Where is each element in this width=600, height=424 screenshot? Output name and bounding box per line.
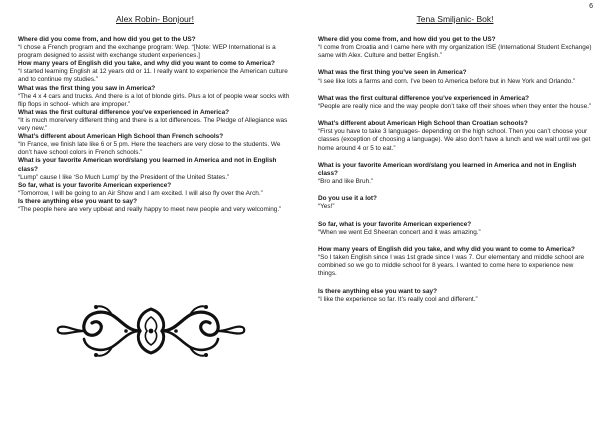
question: What’s different about American High School than French schools? [18, 133, 224, 141]
question: What was the first cultural difference you’ve experienced in America? [318, 94, 530, 102]
answer: “The 4 x 4 cars and trucks. And there is a lot of blonde girls. Plus a lot of people wear socks with flip flops in school- which are improper.” [18, 92, 290, 108]
right-column-title: Tena Smiljanic- Bok! [416, 14, 494, 24]
left-column-title: Alex Robin- Bonjour! [116, 14, 194, 24]
answer: “The people here are very upbeat and really happy to meet new people and very welcoming.” [18, 205, 282, 213]
decorative-flourish-icon [56, 301, 246, 359]
question: What was the first thing you saw in America? [18, 84, 156, 92]
answer: “I come from Croatia and I came here with my organization ISE (International Student Exchange) same with Alex. Culture and better English.” [318, 44, 592, 60]
question: So far, what is your favorite American experience? [318, 220, 472, 228]
question: How many years of English did you take, and why did you want to come to America? [318, 246, 575, 253]
qa-item [318, 36, 592, 60]
qa-item [18, 60, 292, 84]
answer: “It is much more/very different thing and there is a lot differences. The Pledge of Allegiance was very new.” [18, 116, 288, 133]
qa-item [318, 195, 592, 211]
answer: “In France, we finish late like 6 or 5 pm. Here the teachers are very close to the students. We don’t have school colors in French schools.” [18, 141, 281, 157]
question: Where did you come from, and how did you get to the US? [318, 36, 496, 43]
answer: “So I taken English since I was 1st grade since I was 7. Our elementary and middle school are combined so we go to middle school for 8 years. I wanted to come here to experience new things. [318, 254, 585, 278]
question: What was the first thing you’ve seen in America? [318, 69, 467, 77]
qa-item [318, 69, 592, 85]
question: What’s different about American High School than Croatian schools? [318, 120, 528, 128]
answer: “Lump” cause I like ‘So Much Lump’ by the President of the United States.” [18, 173, 230, 181]
qa-item [318, 162, 592, 186]
answer: “I like the experience so far. It’s really cool and different.” [318, 295, 478, 303]
qa-item [318, 95, 592, 111]
question: Where did you come from, and how did you get to the US? [18, 36, 196, 43]
qa-item [18, 182, 292, 198]
answer: “I chose a French program and the exchange program: Wep. “[Note: WEP International is a program designed to assist with exchange student experiences.] [18, 44, 276, 60]
question: So far, what is your favorite American experience? [18, 181, 172, 189]
qa-item [318, 120, 592, 152]
page-number: 6 [589, 3, 593, 10]
question: How many years of English did you take, and why did you want to come to America? [18, 60, 275, 68]
answer: “First you have to take 3 languages- depending on the high school. Then you can’t choose your classes (exception of choosing a language). We also don’t have a lunch and we wait until we get home around 4 or 5 to eat.” [318, 128, 591, 152]
qa-item [318, 221, 592, 237]
answer: “I see like lots a farms and corn. I’ve been to America before but in New York and Orlando.” [318, 77, 576, 85]
answer: “People are really nice and the way people don’t take off their shoes when they enter the house.” [318, 102, 592, 110]
qa-item [318, 288, 592, 304]
question: Is there anything else you want to say? [318, 287, 437, 295]
right-column [318, 14, 592, 313]
qa-item [18, 85, 292, 109]
question: What is your favorite American word/slang you learned in America and not in English class? [18, 157, 277, 173]
qa-item [18, 198, 292, 214]
question: Is there anything else you want to say? [18, 197, 137, 205]
answer: “I started learning English at 12 years old or 11. I really want to experience the American culture and to continue my studies.” [18, 68, 288, 84]
left-column [18, 14, 292, 214]
qa-item [318, 246, 592, 278]
answer: “When we went Ed Sheeran concert and it was amazing.” [318, 228, 481, 236]
question: What was the first cultural difference you’ve experienced in America? [18, 108, 230, 116]
qa-item [18, 36, 292, 60]
question: What is your favorite American word/slang you learned in America and not in English class? [318, 161, 577, 177]
question: Do you use it a lot? [318, 195, 377, 203]
qa-item [18, 133, 292, 157]
qa-item [18, 109, 292, 133]
left-interview [18, 36, 292, 214]
right-interview [318, 36, 592, 304]
answer: “Bro and like Bruh.” [318, 177, 374, 185]
answer: “Yes!” [318, 203, 335, 211]
qa-item [18, 157, 292, 181]
answer: “Tomorrow, I will be going to an Air Show and I am excited. I will also fly over the Arch.” [18, 189, 263, 197]
